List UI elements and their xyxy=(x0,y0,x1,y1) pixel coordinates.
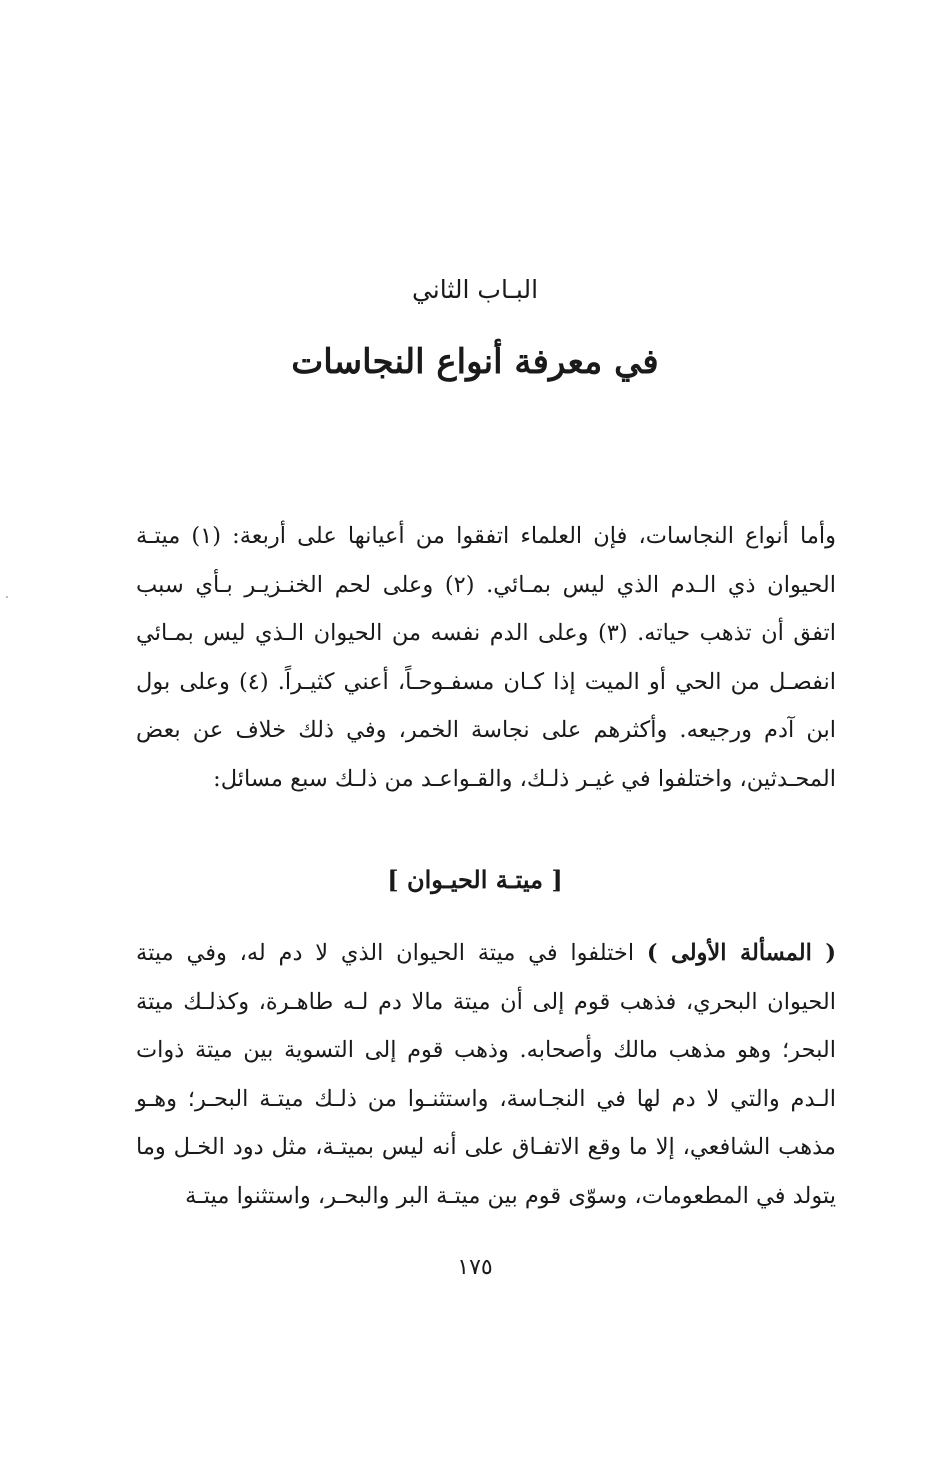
page-number: ١٧٥ xyxy=(457,1255,493,1280)
question-label: ( المسألة الأولى ) xyxy=(646,940,836,966)
intro-paragraph: وأما أنواع النجاسات، فإن العلماء اتفقوا من أعيانها على أربعة: (١) ميتـة الحيوان ذي الـدم الذي ليس بمـائي. (٢) وعلى لحم الخنـزيـر بـأي سبب اتفق أن تذهب حياته. (٣) وعلى الدم نفسه من الحيوان الـذي ليس بمـائي انفصـل من الحي أو الميت إذا كـان مسفـوحـاً، أعني كثيـراً. (٤) وعلى بول ابن آدم ورجيعه. وأكثرهم على نجاسة الخمر، وفي ذلك خلاف عن بعض المحـدثين، واختلفوا في غيـر ذلـك، والقـواعـد من ذلـك سبع مسائل: xyxy=(136,523,836,792)
chapter-title: في معرفة أنواع النجاسات xyxy=(291,342,659,382)
section-heading: [ ميتـة الحيـوان ] xyxy=(387,865,563,894)
question-text: اختلفوا في ميتة الحيوان الذي لا دم له، وفي ميتة الحيوان البحري، فذهب قوم إلى أن ميتة مالا دم لـه طاهـرة، وكذلـك ميتة البحر؛ وهو مذهب مالك وأصحابه. وذهب قوم إلى التسوية بين ميتة ذوات الـدم والتي لا دم لها في النجـاسة، واستثنـوا من ذلـك ميتـة البحـر؛ وهـو مذهب الشافعي، إلا ما وقع الاتفـاق على أنه ليس بميتـة، مثل دود الخـل وما يتولد في المطعومات، وسوّى قوم بين ميتـة البر والبحـر، واستثنوا ميتـة xyxy=(136,940,836,1209)
chapter-label: البـاب الثاني xyxy=(411,275,539,304)
scan-speck xyxy=(6,596,8,598)
question-paragraph xyxy=(136,929,836,1221)
